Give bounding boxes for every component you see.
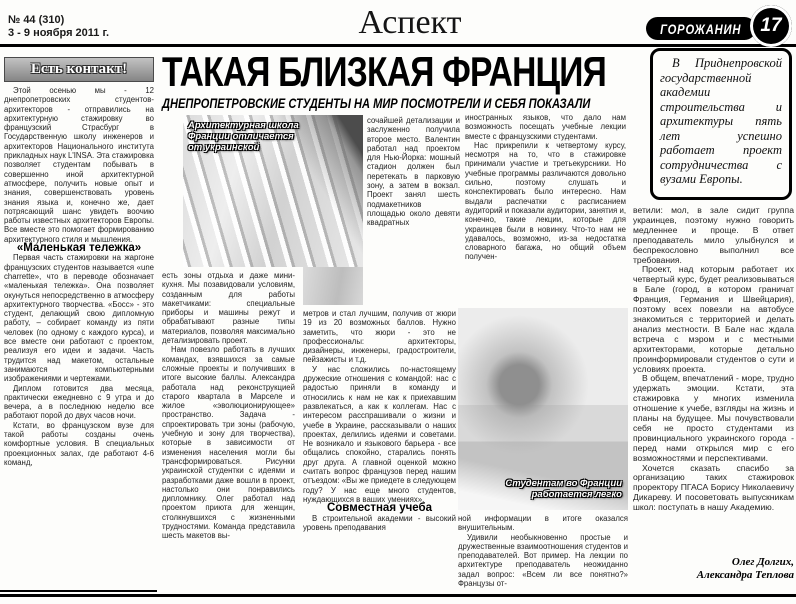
- brand-label: ГОРОЖАНИН: [660, 20, 742, 37]
- column2-paragraph-2: У нас сложились по-настоящему дружеские отношения с командой: нас с радостью приняли в команду и относились к нам не как к приехавшим развлекаться, а как к коллегам. Нас с интересом расспрашивали о жизни и учебе в Украине, рассказывали о наших проектах, делились идеями и советами. Не возникало и языкового барьера - все общались спокойно, старались понять друг друга. А главной оценкой можно считать вопрос французов перед нашим отъездом: «Вы же приедете в следующем году? У нас еще много студентов, нуждающихся в ваших умениях».: [303, 364, 456, 504]
- left-subhead: «Маленькая тележка»: [16, 242, 142, 255]
- sidebar-paragraph-3: В общем, впечатлений - море, трудно удержать эмоции. Кстати, эта стажировка у многих изменила отношение к учебе, взгляды на жизнь и планы на будущее. Мы почувствовали себя не просто студентами из провинциального украинского города - перед нами открылся мир с его возможностями и перспективами.: [633, 373, 794, 463]
- left-paragraph-3: Диплом готовится два месяца, практически ежедневно с 9 утра и до вечера, а в последнюю неделю все работают порой до двух часов ночи.: [4, 383, 154, 421]
- left-paragraph-1: Этой осенью мы - 12 днепропетровских студентов-архитекторов - отправились на архитектурную стажировку во французский Страсбург в Государственную школу инженеров и архитекторов Национального института прикладных наук L'INSA. Эта стажировка позволяет студентам побывать в совершенно иной архитектурной атмосфере, получить новые опыт и знания, совершенствовать уровень знания языка и, конечно же, дает потрясающий шанс увидеть воочию работы известных архитекторов Европы. Все вместе это помогает формированию архитектурного стиля и мышления.: [4, 86, 154, 244]
- column4-paragraph-1: иностранных языков, что дало нам возможность посещать учебные лекции вместе с французскими студентами.: [465, 113, 626, 141]
- column3-paragraph-1: сочайшей детализации и заслуженно получила второе место. Валентин работал над проектом для Нью-Йорка: мошный стадион должен был перетекать в парковую зону, а затем в вокзал. Проект занял шесть подмакетников площадью около девяти квадратных: [367, 116, 460, 228]
- sidebar-paragraph-1: ветили: мол, в зале сидит группа украинцев, поэтому нужно говорить медленнее и проще. В ответ преподаватель мило улыбнулся и беспрекословно выполнил все требования.: [633, 205, 794, 265]
- masthead-title: Аспект: [358, 4, 462, 41]
- sidebar-paragraph-4: Хочется сказать спасибо за организацию таких стажировок проректору ПГАСА Борису Николаевичу Дикареву. И посоветовать выпускникам школ: поступать в нашу Академию.: [633, 462, 794, 513]
- photo1-caption: Архитектурная школа Франции отличается от украинской: [188, 120, 299, 153]
- photo-students-working: [458, 308, 628, 510]
- body-column-3-top: [367, 116, 460, 304]
- brand-badge: [646, 17, 756, 40]
- body-column-2: [303, 309, 456, 595]
- body-column-4-bottom: [458, 514, 628, 594]
- photo-architecture-model-edge: [303, 267, 363, 305]
- column4-paragraph-3: ной информации в итоге оказался внушительным.: [458, 514, 628, 533]
- byline-author-2: Александра Теплова: [696, 569, 794, 581]
- header-rule: [0, 44, 796, 47]
- column2-paragraph-3: В строительной академии - высокий уровень преподавания: [303, 513, 456, 532]
- column4-paragraph-4: Удивили необыкновенно простые и дружественные взаимоотношения студентов и преподавателей. Вот пример. На лекции по архитектуре преподаватель неожиданно задал вопрос: «Всем ли все понятно?» Французы от-: [458, 532, 628, 589]
- body-column-4-top: [465, 113, 626, 306]
- issue-number: № 44 (310): [8, 14, 65, 26]
- byline-author-1: Олег Долгих,: [731, 556, 794, 568]
- sidebar-paragraph-2: Проект, над которым работает их четвертый курс, будет реализовываться в Бале (город, в котором граничат Франция, Германия и Швейцария), поэтому всех повезли на автобусе знакомиться с территорией и делать анализ местности. В Бале нас ждала встреча с мэром и с местными архитекторами, которые детально проинформировали студентов о сути и условиях проекта.: [633, 264, 794, 374]
- page-number: 17: [760, 15, 782, 36]
- byline: [636, 556, 794, 582]
- left-paragraph-2: Первая часть стажировки на жаргоне французских студентов называется «une charrette», что в переводе обозначает «маленькая тележка». Она позволяет окунуться непосредственно в атмосферу архитектурного творчества. «Босс» - это студент, делающий свою дипломную работу, – собирает команду из пяти человек (по одному с каждого курса), и все вместе они работают с проектом, реализуя его идеи и задачи. Часть трудится над макетом, остальные занимаются компьютерными изображениями и чертежами.: [4, 253, 154, 384]
- subhead-joint-study: Совместная учеба: [326, 502, 433, 515]
- main-subheadline: ДНЕПРОПЕТРОВСКИЕ СТУДЕНТЫ НА МИР ПОСМОТРЕЛИ И СЕБЯ ПОКАЗАЛИ: [162, 96, 591, 111]
- column1-paragraph-1: есть зоны отдыха и даже мини-кухня. Мы позавидовали условиям, созданным для работы макетчиками: специальные приборы и машины режут и обрабатывают разные типы материалов, позволяя максимально детализировать проект.: [162, 271, 295, 346]
- main-headline: ТАКАЯ БЛИЗКАЯ ФРАНЦИЯ: [162, 48, 606, 95]
- body-column-1: [162, 271, 295, 593]
- sidebar-lead-text: В Приднепровской государственной академии строительства и архитектуры пять лет успешно работает проект сотрудничества с вузами Европы.: [660, 56, 782, 186]
- page-number-badge: [750, 5, 792, 47]
- photo2-caption: Студентам во Франции работается легко: [505, 478, 622, 500]
- bottom-rule: [0, 594, 796, 597]
- left-paragraph-4: Кстати, во французском вузе для такой работы созданы очень комфортные условия. В специальных проекционных залах, где работают 4-6 команд,: [4, 420, 154, 467]
- left-column-bottom-rule: [0, 590, 157, 592]
- column1-paragraph-2: Нам повезло работать в лучших командах, взявшихся за самые сложные проекты и получивших в итоге высокие баллы. Александра работала над реконструкцией старого квартала в Марселе и жилое «эволюционирующее» пространство. Задача - спроектировать три зоны (рабочую, учебную и зону для творчества), которые в зависимости от изменения населения могли бы трансформироваться. Рисунки украинской студентки с идеями и разработками даже вошли в проект, настолько они понравились дипломнику. Олег работал над проектом приюта для женщин, столкнувшихся с жизненными трудностями. Команда представила шесть макетов вы-: [162, 345, 295, 541]
- issue-date: 3 - 9 ноября 2011 г.: [8, 27, 110, 39]
- left-column: [4, 86, 154, 591]
- column4-paragraph-2: Нас прикрепили к четвертому курсу, несмотря на то, что в стажировке принимали участие и третьекурсники. Но учебные программы различаются довольно сильно, поэтому слушать и конспектировать было интересно. Нам выдали распечатки с расписанием аудиторий и показали аудитории, занятия и, конечно, такие лекции, которые для украинцев были в новинку. Что-то нам не удавалось, возможно, из-за недостатка словарного багажа, но общий объем получен-: [465, 140, 626, 262]
- sidebar-lead-box: [650, 48, 792, 200]
- issue-number-date: [8, 14, 109, 40]
- photo-architecture-model: [183, 115, 363, 267]
- column2-paragraph-1: метров и стал лучшим, получив от жюри 19 из 20 возможных баллов. Нужно заметить, что жюри - это не профессионалы: архитекторы, дизайнеры, инженеры, градостроители, пейзажисты и т.д.: [303, 309, 456, 365]
- left-column-header-label: Есть контакт!: [30, 61, 128, 77]
- left-column-header: [4, 57, 154, 82]
- sidebar-column: [633, 206, 794, 554]
